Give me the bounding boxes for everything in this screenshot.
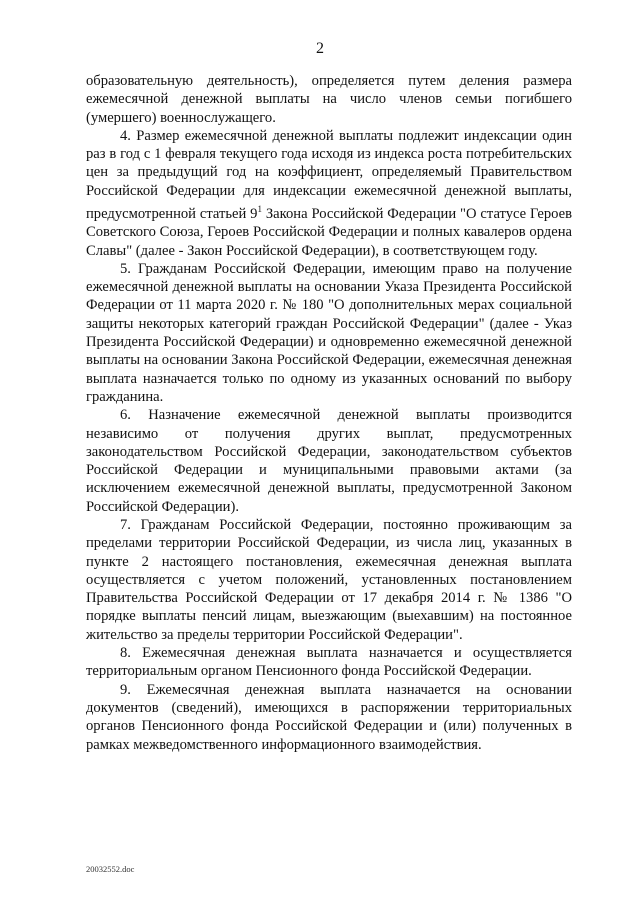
paragraph-6: 6. Назначение ежемесячной денежной выплаты производится независимо от получения других выплат, предусмотренных законодательством Российской Федерации, законодательством субъектов Российской Федерации и муниципальными правовыми актами (за исключением ежемесячной денежной выплаты, предусмотренной Законом Российской Федерации).	[86, 407, 572, 515]
paragraph-continuation: образовательную деятельность), определяется путем деления размера ежемесячной денежной выплаты на число членов семьи погибшего (умершего) военнослужащего.	[86, 73, 572, 126]
paragraph-9: 9. Ежемесячная денежная выплата назначается на основании документов (сведений), имеющихся в распоряжении территориальных органов Пенсионного фонда Российской Федерации и (или) полученных в рамках межведомственного информационного взаимодействия.	[86, 681, 572, 753]
document-body	[86, 72, 572, 754]
paragraph-4-superscript: 1	[257, 204, 262, 215]
paragraph-4-text: 4. Размер ежемесячной денежной выплаты подлежит индексации один раз в год с 1 февраля текущего года исходя из индекса роста потребительских цен за предыдущий год на коэффициент, определяемый Правительством Российской Федерации для индексации ежемесячной денежной выплаты, предусмотренной статьей 9	[86, 127, 572, 222]
footer-filename: 20032552.doc	[86, 864, 135, 874]
paragraph-7: 7. Гражданам Российской Федерации, постоянно проживающим за пределами территории Российской Федерации, из числа лиц, указанных в пункте 2 настоящего постановления, ежемесячная денежная выплата осуществляется с учетом положений, установленных постановлением Правительства Российской Федерации от 17 декабря 2014 г. № 1386 "О порядке выплаты пенсий лицам, выезжающим (выехавшим) на постоянное жительство за пределы территории Российской Федерации".	[86, 516, 572, 643]
page-number: 2	[316, 40, 324, 57]
paragraph-8: 8. Ежемесячная денежная выплата назначается и осуществляется территориальным органом Пенсионного фонда Российской Федерации.	[86, 645, 572, 680]
paragraph-4	[86, 127, 572, 260]
paragraph-4-text-end: Закона Российской Федерации "О статусе Героев Советского Союза, Героев Российской Федерации и полных кавалеров ордена Славы" (далее - Закон Российской Федерации), в соответствующем году.	[86, 205, 572, 259]
paragraph-5: 5. Гражданам Российской Федерации, имеющим право на получение ежемесячной денежной выплаты на основании Указа Президента Российской Федерации от 11 марта 2020 г. № 180 "О дополнительных мерах социальной защиты некоторых категорий граждан Российской Федерации" (далее - Указ Президента Российской Федерации) и одновременно ежемесячной денежной выплаты на основании Закона Российской Федерации, ежемесячная денежная выплата назначается только по одному из указанных оснований по выбору гражданина.	[86, 260, 572, 405]
